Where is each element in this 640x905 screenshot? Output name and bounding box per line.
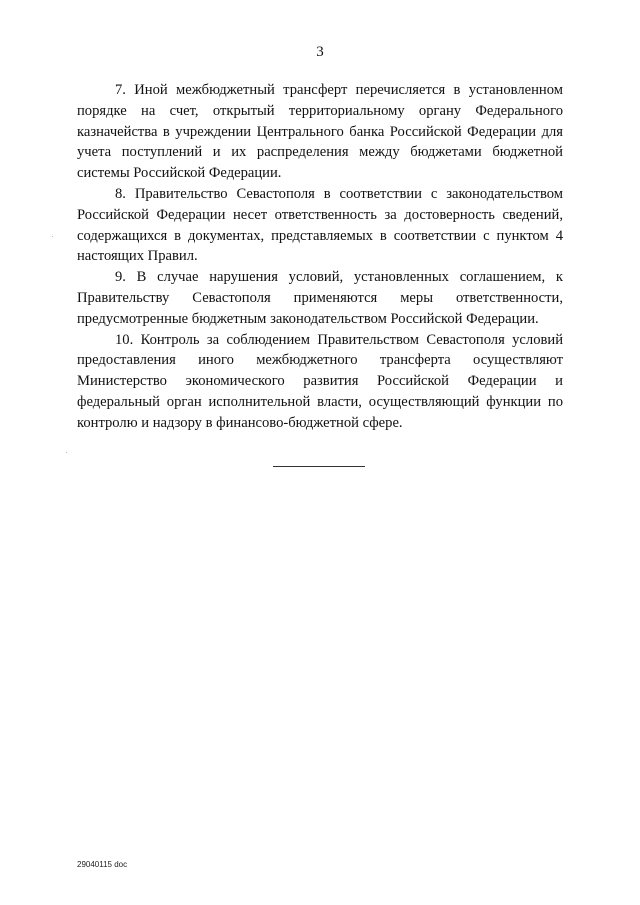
scan-speck	[66, 452, 67, 453]
paragraph-9: 9. В случае нарушения условий, установленных соглашением, к Правительству Севастополя применяются меры ответственности, предусмотренные бюджетным законодательством Российской Федерации.	[77, 269, 563, 327]
paragraph-7: 7. Иной межбюджетный трансферт перечисляется в установленном порядке на счет, открытый территориальному органу Федерального казначейства в учреждении Центрального банка Российской Федерации для учета поступлений и их распределения между бюджетами бюджетной системы Российской Федерации.	[77, 82, 563, 182]
page-number: 3	[316, 44, 324, 60]
footer-doc-code: 29040115 doc	[77, 860, 128, 869]
scan-speck	[52, 236, 53, 237]
paragraph-8: 8. Правительство Севастополя в соответствии с законодательством Российской Федерации несет ответственность за достоверность сведений, содержащихся в документах, представляемых в соответствии с пунктом 4 настоящих Правил.	[77, 185, 563, 265]
document-body	[77, 80, 563, 434]
paragraph-10: 10. Контроль за соблюдением Правительством Севастополя условий предоставления иного межбюджетного трансферта осуществляют Министерство экономического развития Российской Федерации и федеральный орган исполнительной власти, осуществляющий функции по контролю и надзору в финансово-бюджетной сфере.	[77, 331, 563, 431]
end-divider-line	[273, 466, 365, 467]
